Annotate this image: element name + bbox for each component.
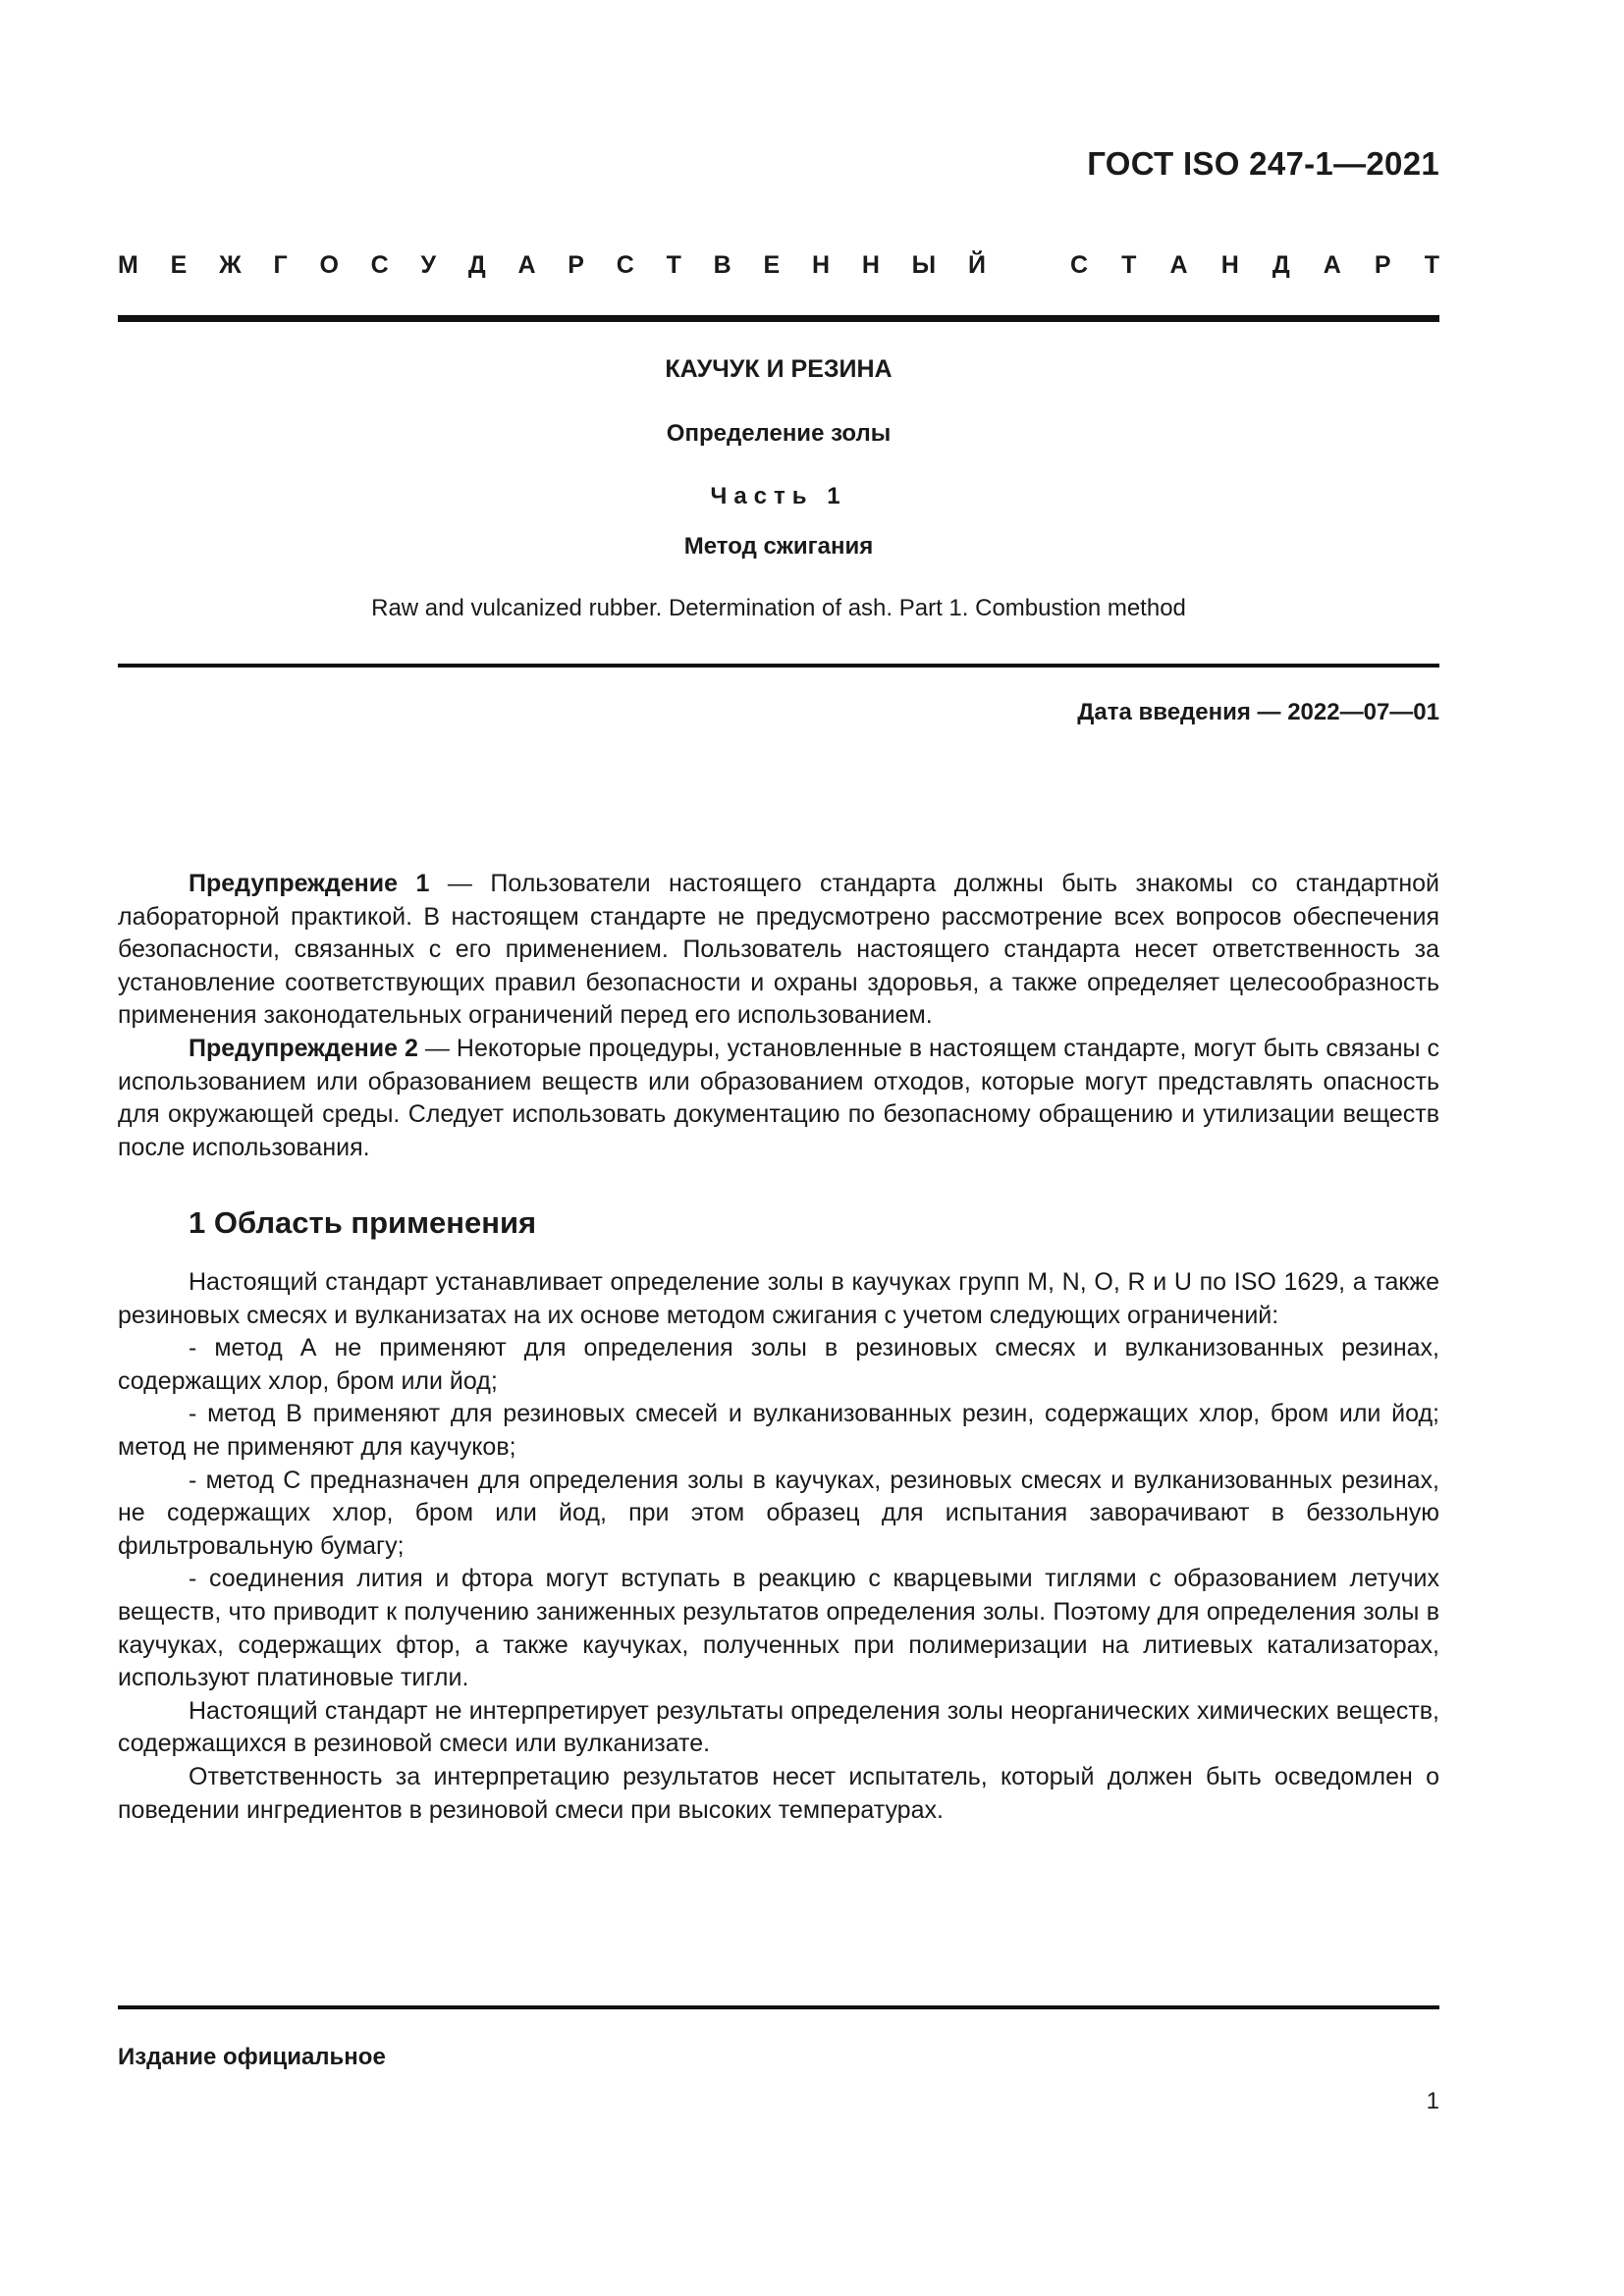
list-item: - метод А не применяют для определения золы в резиновых смесях и вулканизованных резинах, содержащих хлор, бром или йод; [118,1334,1439,1395]
list-item: - соединения лития и фтора могут вступать в реакцию с кварцевыми тиглями с образованием летучих веществ, что приводит к получению заниженных результатов определения золы. Поэтому для определения золы в каучуках, содержащих фтор, а также каучуках, полученных при полимеризации на литиевых катализаторах, используют платиновые тигли. [118,1565,1439,1692]
paragraph: Настоящий стандарт устанавливает определение золы в каучуках групп M, N, O, R и U по ISO 1629, а также резиновых смесях и вулканизатах на их основе методом сжигания с учетом следующих ограничений: [118,1268,1439,1329]
document-code: ГОСТ ISO 247-1—2021 [1087,145,1439,182]
introduction-date: Дата введения — 2022—07—01 [1077,699,1439,725]
section-heading-scope: 1 Область применения [189,1205,537,1240]
warning-paragraph: Предупреждение 1 — Пользователи настоящего стандарта должны быть знакомы со стандартной лабораторной практикой. В настоящем стандарте не предусмотрено рассмотрение всех вопросов обеспечения безопасности, связанных с его применением. Пользователь настоящего стандарта несет ответственность за установление соответствующих правил безопасности и охраны здоровья, а также определяет целесообразность применения законодательных ограничений перед его использованием. [118,870,1440,1030]
list-item: - метод В применяют для резиновых смесей и вулканизованных резин, содержащих хлор, бром или йод; метод не применяют для каучуков; [118,1400,1439,1461]
warning-label: Предупреждение 2 [189,1034,418,1062]
warnings-block [118,868,1439,1164]
list-item: - метод С предназначен для определения золы в каучуках, резиновых смесях и вулканизованных резинах, не содержащих хлор, бром или йод, при этом образец для испытания заворачивают в беззольную фильтровальную бумагу; [118,1466,1439,1560]
document-method: Метод сжигания [683,533,874,560]
paragraph: Настоящий стандарт не интерпретирует результаты определения золы неорганических химических веществ, содержащихся в резиновой смеси или вулканизате. [118,1696,1439,1758]
document-part: Часть 1 [710,483,847,509]
official-edition-label: Издание официальное [118,2044,386,2070]
document-title: КАУЧУК И РЕЗИНА [665,355,893,383]
standard-type-word-standard: С Т А Н Д А Р Т [1070,251,1439,279]
standard-type-word-interstate: М Е Ж Г О С У Д А Р С Т В Е Н Н Ы Й [118,251,986,279]
warning-label: Предупреждение 1 [189,870,430,897]
footer-divider [118,2005,1439,2009]
header-divider [118,315,1439,322]
english-title: Raw and vulcanized rubber. Determination of ash. Part 1. Combustion method [371,595,1186,621]
standard-type-heading [118,251,1439,280]
title-divider [118,664,1439,667]
document-subtitle: Определение золы [666,420,892,447]
page-number: 1 [1426,2088,1439,2114]
paragraph: Ответственность за интерпретацию результатов несет испытатель, который должен быть осведомлен о поведении ингредиентов в резиновой смеси при высоких температурах. [118,1762,1439,1824]
scope-section-body [118,1266,1439,1827]
warning-paragraph: Предупреждение 2 — Некоторые процедуры, установленные в настоящем стандарте, могут быть связаны с использованием или образованием веществ или образованием отходов, которые могут представлять опасность для окружающей среды. Следует использовать документацию по безопасному обращению и утилизации веществ после использования. [118,1034,1439,1161]
